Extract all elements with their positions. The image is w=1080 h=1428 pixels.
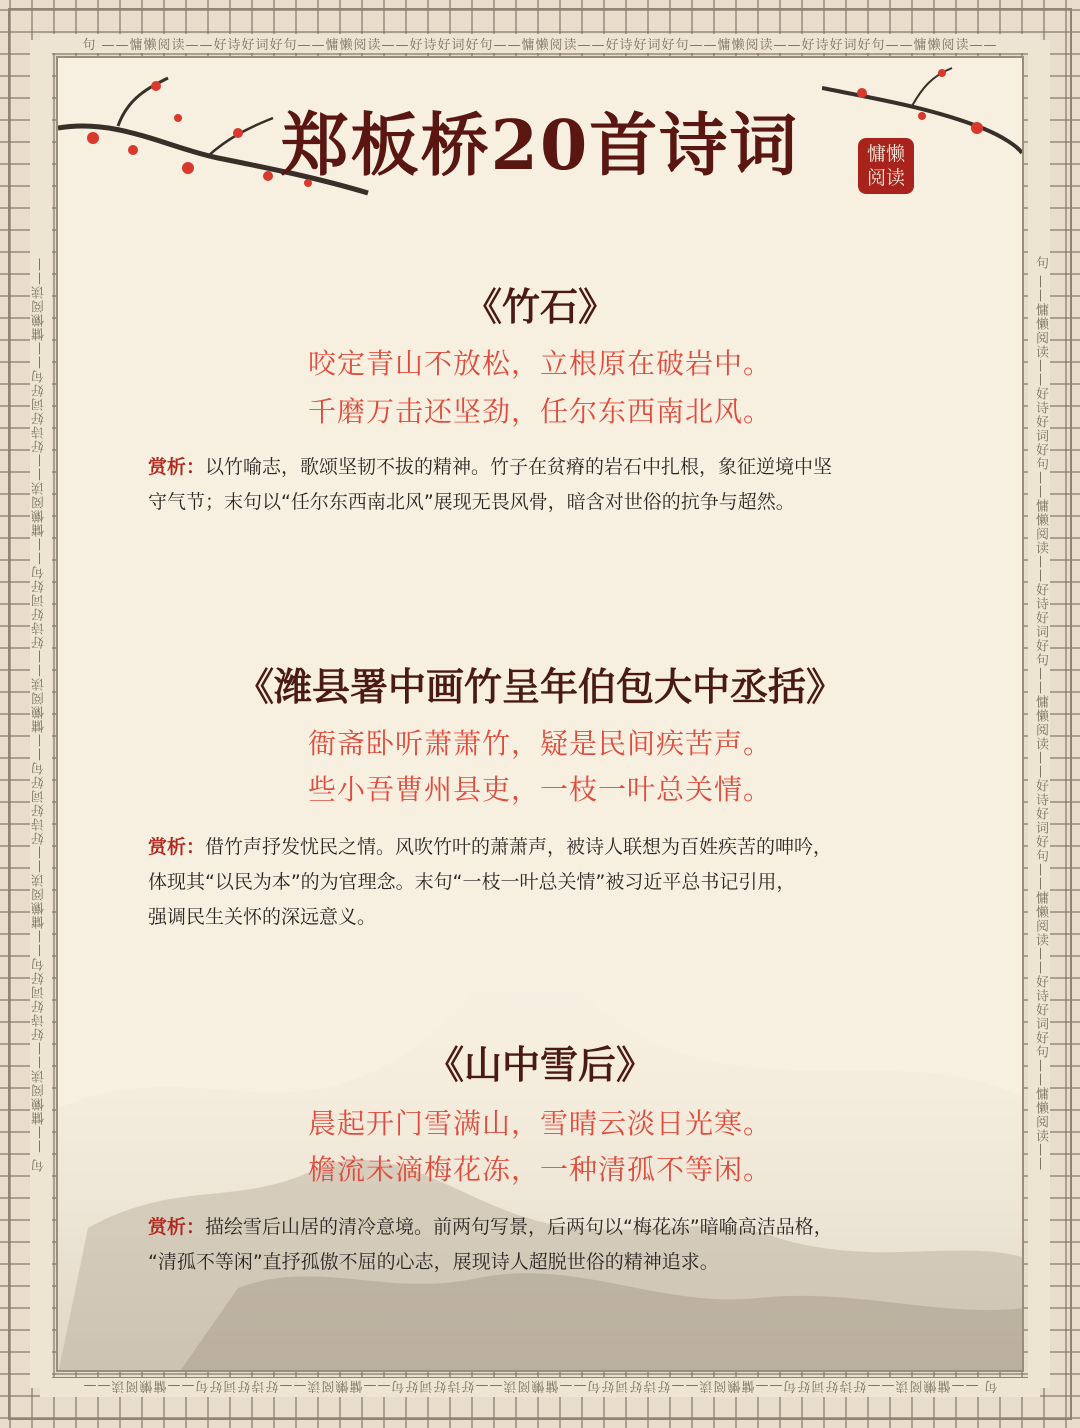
analysis-text: 描绘雪后山居的清冷意境。前两句写景，后两句以“梅花冻”暗喻高洁品格， xyxy=(205,1216,833,1238)
poem-line: 千磨万击还坚劲，任尔东西南北风。 xyxy=(307,395,772,428)
poem-title: 《山中雪后》 xyxy=(425,1042,654,1087)
analysis-label: 赏析： xyxy=(148,456,206,478)
analysis-text: “清孤不等闲”直抒孤傲不屈的心志，展现诗人超脱世俗的精神追求。 xyxy=(148,1251,719,1273)
poem-title: 《竹石》 xyxy=(463,284,616,329)
border-strip-left: 句 ——慵懒阅读——好诗好词好句——慵懒阅读——好诗好词好句——慵懒阅读——好诗好词好句——慵懒阅读——好诗好词好句——慵懒阅读—— xyxy=(30,40,52,1388)
poem-title: 《潍县署中画竹呈年伯包大中丞括》 xyxy=(235,664,844,709)
analysis-text: 守气节；末句以“任尔东西南北风”展现无畏风骨，暗含对世俗的抗争与超然。 xyxy=(148,491,795,513)
border-strip-bottom: 句 ——慵懒阅读——好诗好词好句——慵懒阅读——好诗好词好句——慵懒阅读——好诗好词好句——慵懒阅读——好诗好词好句——慵懒阅读—— xyxy=(40,1378,1040,1397)
poem-line: 衙斋卧听萧萧竹，疑是民间疾苦声。 xyxy=(307,727,772,760)
poem-analysis xyxy=(148,450,948,520)
page-title: 郑板桥20首诗词 xyxy=(280,106,800,186)
seal-text-2: 阅读 xyxy=(866,167,905,189)
poem-line: 些小吾曹州县吏，一枝一叶总关情。 xyxy=(307,773,772,806)
poem-line: 晨起开门雪满山，雪晴云淡日光寒。 xyxy=(307,1107,772,1140)
analysis-text: 以竹喻志，歌颂坚韧不拔的精神。竹子在贫瘠的岩石中扎根，象征逆境中坚 xyxy=(205,456,833,478)
poem-line: 檐流未滴梅花冻，一种清孤不等闲。 xyxy=(307,1153,772,1186)
poem-analysis xyxy=(148,830,948,935)
seal-text-1: 慵懒 xyxy=(866,143,905,165)
border-strip-top: 句 ——慵懒阅读——好诗好词好句——慵懒阅读——好诗好词好句——慵懒阅读——好诗好词好句——慵懒阅读——好诗好词好句——慵懒阅读—— xyxy=(40,34,1040,53)
analysis-label: 赏析： xyxy=(148,836,206,858)
poem-line: 咬定青山不放松，立根原在破岩中。 xyxy=(307,347,772,380)
border-strip-right: 句 ——慵懒阅读——好诗好词好句——慵懒阅读——好诗好词好句——慵懒阅读——好诗好词好句——慵懒阅读——好诗好词好句——慵懒阅读—— xyxy=(1028,40,1050,1388)
analysis-label: 赏析： xyxy=(148,1216,206,1238)
seal-stamp xyxy=(858,138,914,194)
poem-analysis xyxy=(148,1210,948,1280)
analysis-text: 强调民生关怀的深远意义。 xyxy=(148,906,377,928)
analysis-text: 体现其“以民为本”的为官理念。末句“一枝一叶总关情”被习近平总书记引用， xyxy=(148,871,796,893)
analysis-text: 借竹声抒发忧民之情。风吹竹叶的萧萧声，被诗人联想为百姓疾苦的呻吟， xyxy=(205,836,833,858)
